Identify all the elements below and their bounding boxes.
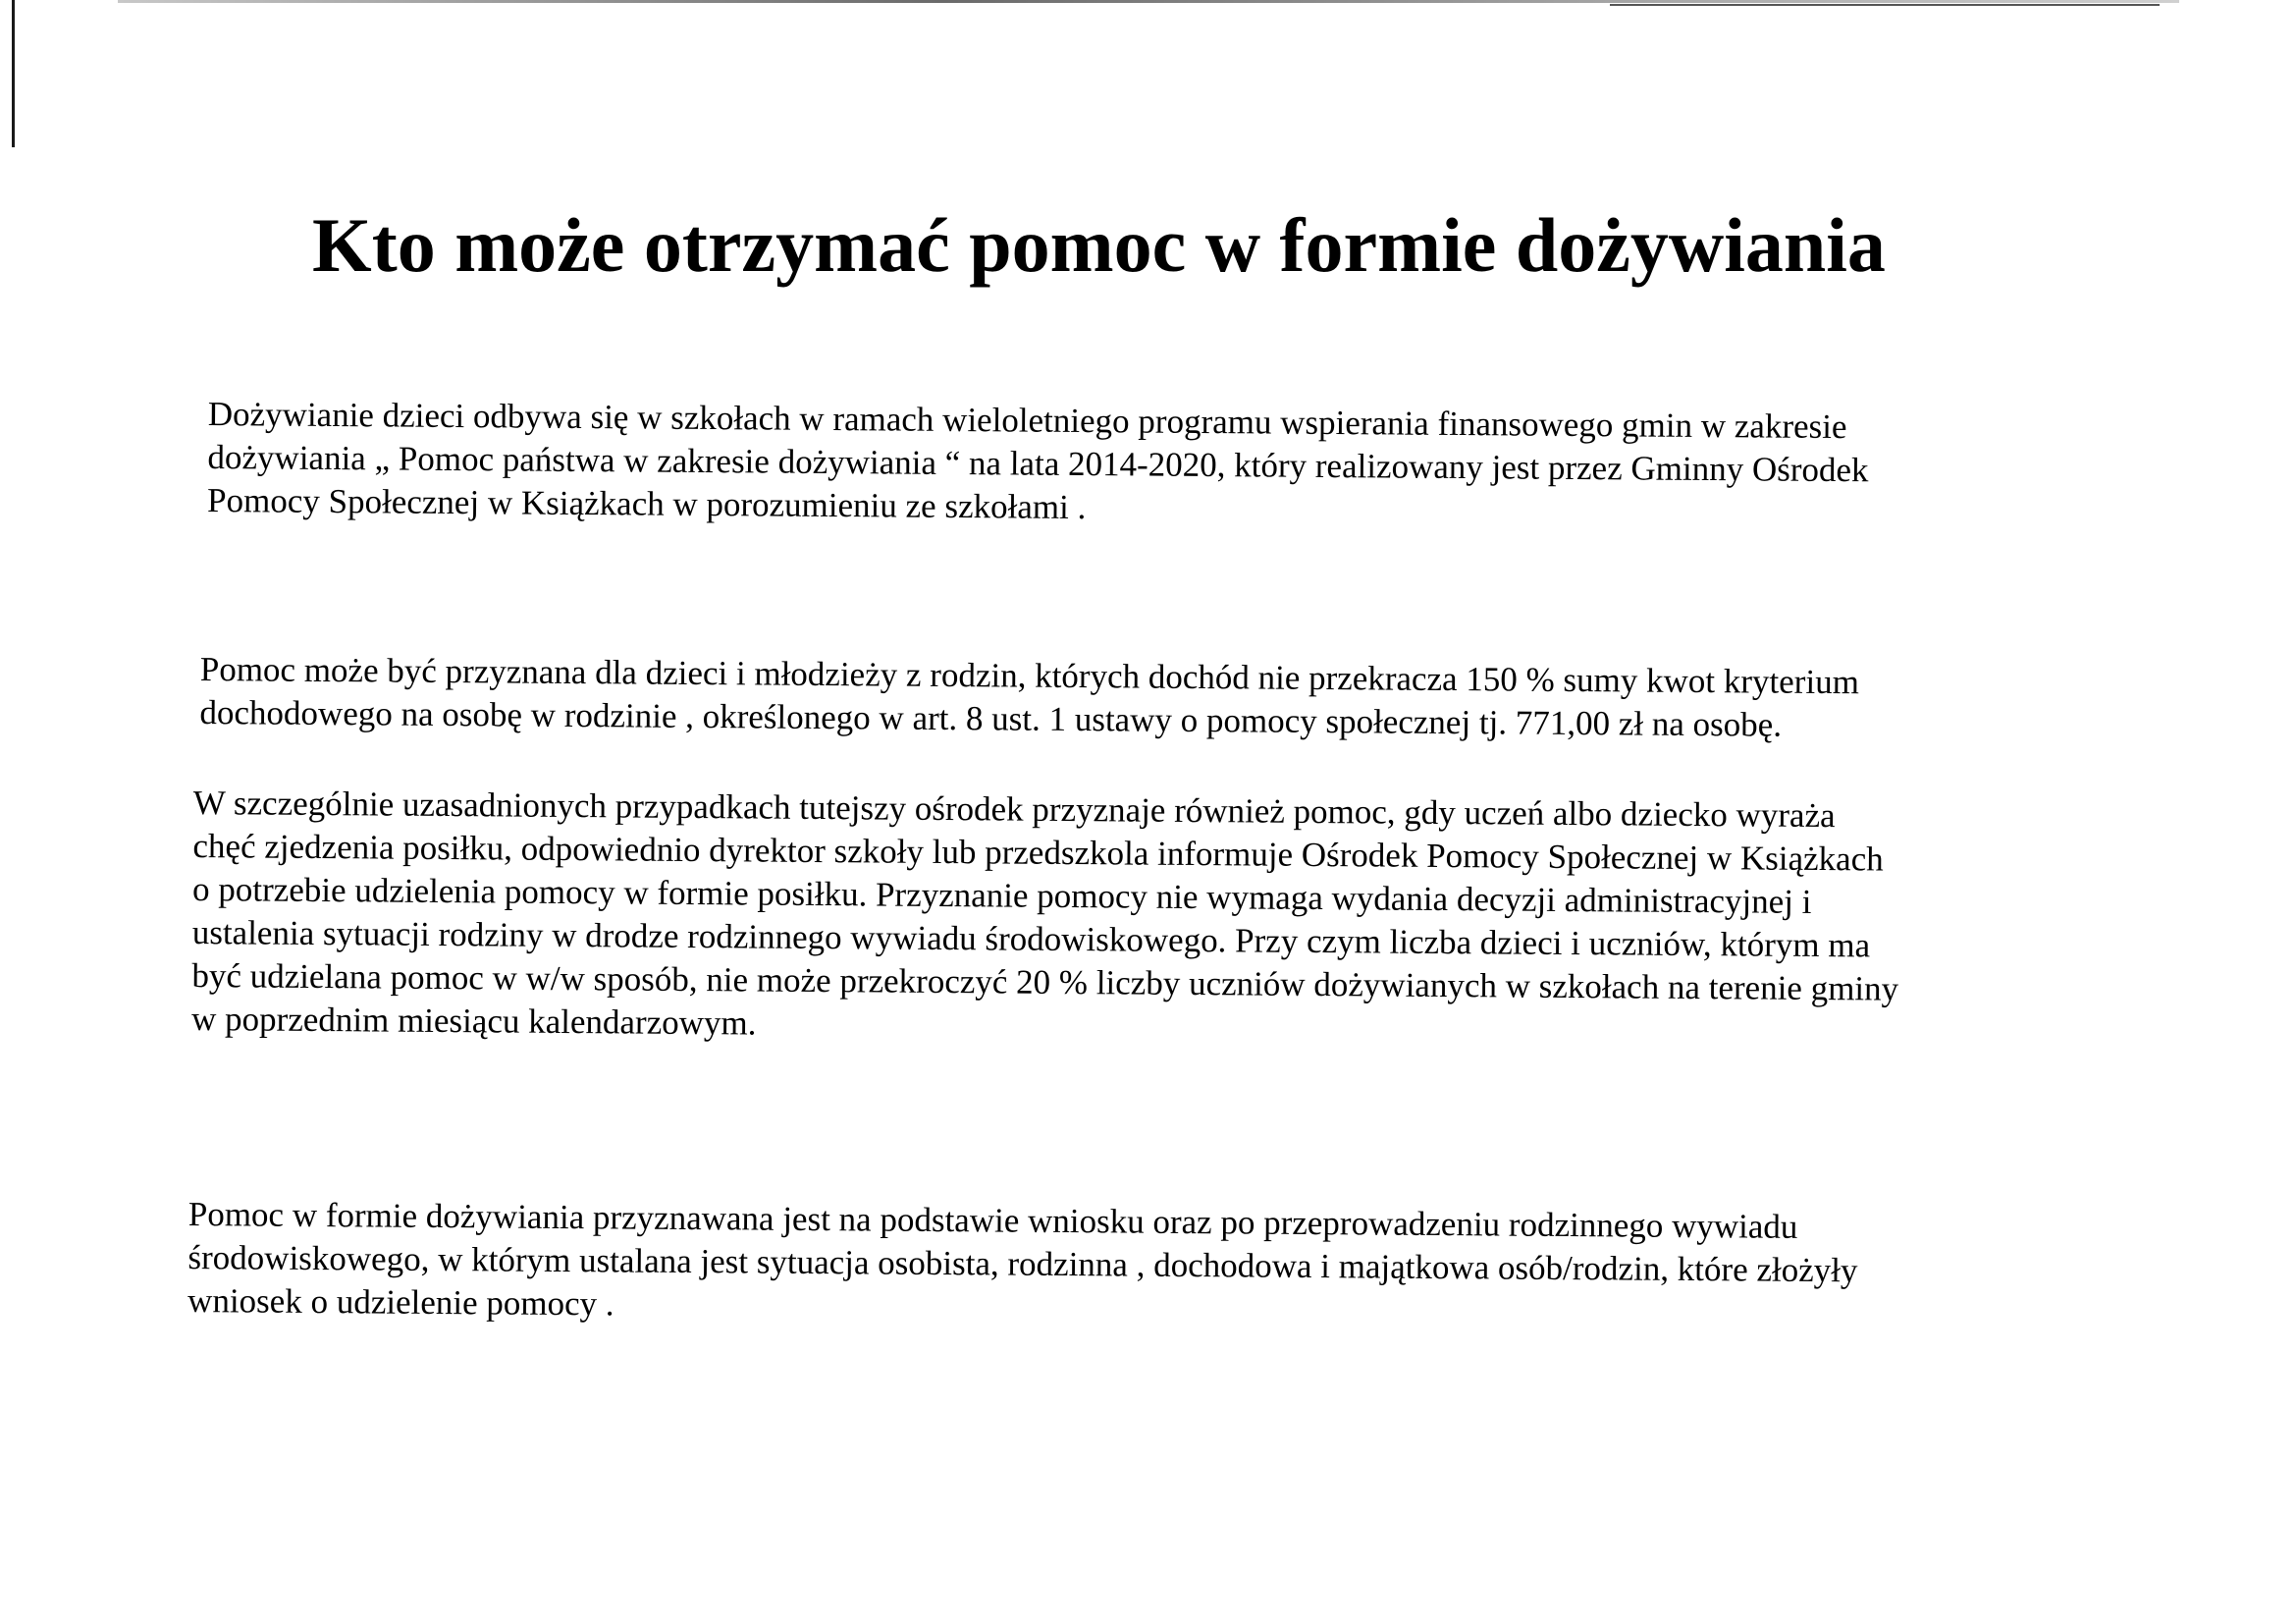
scan-edge-top-right — [1610, 4, 2160, 6]
paragraph-line: Pomocy Społecznej w Książkach w porozumieniu ze szkołami . — [206, 480, 1087, 527]
paragraph-line: dochodowego na osobę w rodzinie , określonego w art. 8 ust. 1 ustawy o pomocy społecznej tj. 771,00 zł na osobę. — [199, 692, 1783, 744]
scan-edge-top — [118, 0, 2179, 3]
paragraph-line: dożywiania „ Pomoc państwa w zakresie dożywiania “ na lata 2014-2020, który realizowany jest przez Gminny Ośrodek — [207, 437, 1869, 490]
paragraph-line: chęć zjedzenia posiłku, odpowiednio dyrektor szkoły lub przedszkola informuje Ośrodek Pomocy Społecznej w Książkach — [192, 826, 1884, 879]
paragraph-line: Dożywianie dzieci odbywa się w szkołach w ramach wieloletniego programu wspierania finansowego gmin w zakresie — [207, 394, 1847, 447]
paragraph-line: o potrzebie udzielenia pomocy w formie posiłku. Przyznanie pomocy nie wymaga wydania decyzji administracyjnej i — [191, 869, 1812, 921]
paragraph-line: środowiskowego, w którym ustalana jest sytuacja osobista, rodzinna , dochodowa i majątkowa osób/rodzin, które złożyły — [187, 1237, 1858, 1290]
paragraph-4 — [187, 1193, 1858, 1335]
paragraph-line: być udzielana pomoc w w/w sposób, nie może przekroczyć 20 % liczby uczniów dożywianych w szkołach na terenie gminy — [191, 955, 1899, 1008]
paragraph-line: Pomoc w formie dożywiania przyznawana jest na podstawie wniosku oraz po przeprowadzeniu rodzinnego wywiadu — [187, 1194, 1798, 1246]
paragraph-1 — [207, 393, 1869, 535]
paragraph-3 — [191, 782, 1900, 1055]
paragraph-line: ustalenia sytuacji rodziny w drodze rodzinnego wywiadu środowiskowego. Przy czym liczba dzieci i uczniów, którym ma — [191, 912, 1871, 965]
paragraph-line: W szczególnie uzasadnionych przypadkach tutejszy ośrodek przyznaje również pomoc, gdy uczeń albo dziecko wyraża — [192, 783, 1836, 836]
paragraph-line: wniosek o udzielenie pomocy . — [187, 1280, 614, 1324]
paragraph-line: w poprzednim miesiącu kalendarzowym. — [190, 999, 757, 1043]
paragraph-line: Pomoc może być przyznana dla dzieci i młodzieży z rodzin, których dochód nie przekracza 150 % sumy kwot kryterium — [199, 649, 1860, 702]
paragraph-2 — [199, 648, 1859, 747]
scan-edge-left — [12, 0, 15, 147]
page-title: Kto może otrzymać pomoc w formie dożywiania — [312, 202, 1886, 288]
